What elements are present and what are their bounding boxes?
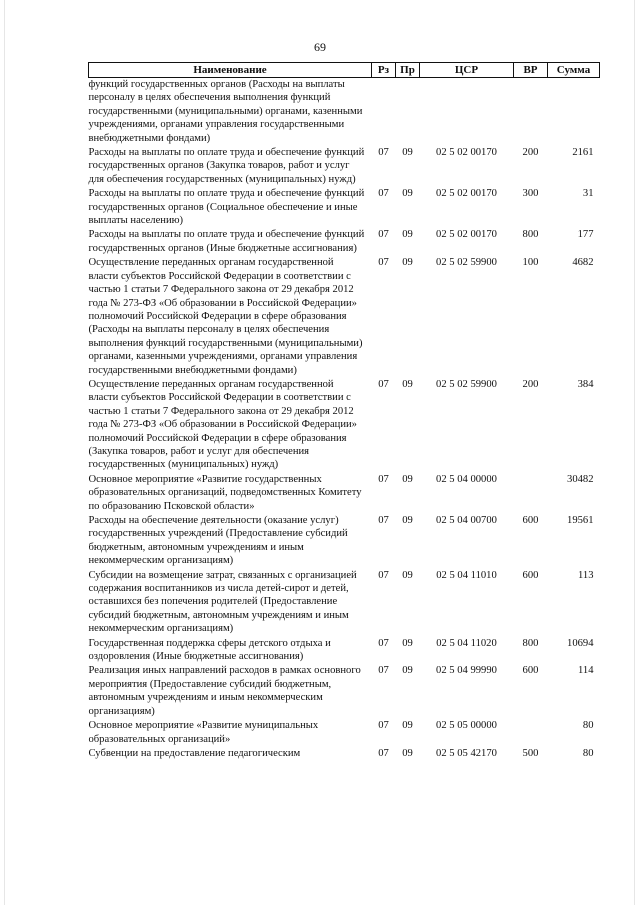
- row-csr: 02 5 02 59900: [436, 378, 497, 390]
- row-csr: 02 5 02 00170: [436, 229, 497, 241]
- row-csr: 02 5 05 42170: [436, 747, 497, 759]
- row-sum: 384: [577, 378, 594, 390]
- row-name: Основное мероприятие «Развитие муниципальных образовательных организаций»: [88, 720, 319, 745]
- row-pr: 09: [402, 747, 413, 759]
- table-row: [89, 569, 600, 637]
- header-name: Наименование: [89, 63, 372, 78]
- row-rz: 07: [378, 515, 389, 526]
- row-rz: [372, 78, 396, 147]
- row-vr: 500: [522, 747, 539, 759]
- row-pr: 09: [402, 188, 413, 200]
- row-csr: 02 5 02 00170: [436, 188, 497, 200]
- row-sum: 4682: [572, 257, 594, 269]
- row-rz: 07: [378, 147, 389, 159]
- row-csr: 02 5 02 59900: [436, 257, 497, 269]
- row-pr: 09: [402, 665, 413, 677]
- table-row: [89, 514, 600, 569]
- row-name: Расходы на обеспечение деятельности (оказание услуг) государственных учреждений (Предоставление субсидий бюджетным, автономным учреждениям и иным некоммерческим организациям): [88, 515, 348, 567]
- table-row: [89, 664, 600, 719]
- row-sum: 10694: [567, 637, 594, 649]
- row-pr: 09: [402, 378, 413, 390]
- row-pr: 09: [402, 229, 413, 241]
- budget-table: [88, 62, 600, 761]
- row-pr: 09: [402, 473, 413, 485]
- row-vr: 800: [522, 637, 539, 649]
- row-rz: 07: [378, 720, 389, 732]
- table-row: [89, 473, 600, 514]
- row-vr: 600: [522, 569, 539, 581]
- row-rz: 07: [378, 665, 389, 677]
- row-sum: 31: [582, 188, 594, 200]
- row-sum: [548, 78, 600, 147]
- row-name: Реализация иных направлений расходов в рамках основного мероприятия (Предоставление субсидий бюджетным, автономным учреждениям и иным некоммерческим организациям): [88, 665, 361, 717]
- row-vr: [514, 719, 548, 747]
- row-rz: 07: [378, 257, 389, 269]
- row-rz: 07: [378, 637, 389, 649]
- row-csr: 02 5 02 00170: [436, 147, 497, 159]
- row-rz: 07: [378, 747, 389, 759]
- scan-edge-left: [4, 0, 5, 905]
- row-pr: 09: [402, 515, 413, 526]
- header-rz: Рз: [372, 63, 396, 78]
- row-name: функций государственных органов (Расходы на выплаты персоналу в целях обеспечения выполнения функций государственными (муниципальными) органами, казенными учреждениями, органами управления государственными внебюджетными фондами): [88, 79, 363, 144]
- table-row: [89, 637, 600, 665]
- row-rz: 07: [378, 188, 389, 200]
- row-vr: 800: [522, 229, 539, 241]
- row-vr: 600: [522, 665, 539, 677]
- row-sum: 80: [582, 747, 594, 759]
- row-csr: 02 5 04 11010: [436, 569, 497, 581]
- header-vr: ВР: [514, 63, 548, 78]
- header-csr: ЦСР: [420, 63, 514, 78]
- header-sum: Сумма: [548, 63, 600, 78]
- row-vr: 600: [522, 515, 539, 526]
- row-name: Осуществление переданных органам государственной власти субъектов Российской Федерации в соответствии с частью 1 статьи 7 Федерального закона от 29 декабря 2012 года № 273-ФЗ «Об образовании в Российской Федерации» полномочий Российской Федерации в сфере образования (Расходы на выплаты персоналу в целях обеспечения выполнения функций государственными (муниципальными) органами, казенными учреждениями, органами управления государственными внебюджетными фондами): [88, 257, 363, 376]
- row-pr: 09: [402, 147, 413, 159]
- row-sum: 80: [582, 720, 594, 732]
- table-row: [89, 378, 600, 473]
- table-row: [89, 747, 600, 761]
- row-sum: 177: [577, 229, 594, 241]
- row-name: Основное мероприятие «Развитие государственных образовательных организаций, подведомственных Комитету по образованию Псковской области»: [88, 473, 362, 512]
- row-pr: 09: [402, 720, 413, 732]
- table-row: [89, 719, 600, 747]
- table-row: [89, 146, 600, 187]
- row-rz: 07: [378, 378, 389, 390]
- row-csr: 02 5 04 00000: [436, 473, 497, 485]
- row-vr: 200: [522, 147, 539, 159]
- row-name: Расходы на выплаты по оплате труда и обеспечение функций государственных органов (Социальное обеспечение и иные выплаты населению): [88, 188, 365, 227]
- row-csr: 02 5 04 11020: [436, 637, 497, 649]
- table-row: [89, 228, 600, 256]
- page-number: 69: [314, 40, 326, 54]
- row-rz: 07: [378, 569, 389, 581]
- row-sum: 30482: [567, 473, 594, 485]
- row-sum: 113: [578, 569, 594, 581]
- scan-edge-right: [634, 0, 635, 905]
- table-row: [89, 256, 600, 378]
- row-vr: 100: [522, 257, 539, 269]
- row-csr: 02 5 04 00700: [436, 515, 497, 526]
- row-csr: 02 5 04 99990: [436, 665, 497, 677]
- row-rz: 07: [378, 473, 389, 485]
- row-name: Субсидии на возмещение затрат, связанных с организацией содержания воспитанников из числа детей-сирот и детей, оставшихся без попечения родителей (Предоставление субсидий бюджетным, автономным учреждениям и иным некоммерческим организациям): [88, 569, 357, 635]
- row-pr: [396, 78, 420, 147]
- row-csr: 02 5 05 00000: [436, 720, 497, 732]
- row-name: Государственная поддержка сферы детского отдыха и оздоровления (Иные бюджетные ассигнования): [88, 637, 331, 663]
- row-sum: 19561: [567, 515, 594, 526]
- row-sum: 2161: [572, 147, 594, 159]
- header-pr: Пр: [396, 63, 420, 78]
- row-vr: [514, 473, 548, 514]
- row-name: Субвенции на предоставление педагогическим: [88, 747, 301, 759]
- row-vr: [514, 78, 548, 147]
- table-header-row: [89, 63, 600, 78]
- row-vr: 300: [522, 188, 539, 200]
- row-rz: 07: [378, 229, 389, 241]
- row-pr: 09: [402, 257, 413, 269]
- row-name: Осуществление переданных органам государственной власти субъектов Российской Федерации в соответствии с частью 1 статьи 7 Федерального закона от 29 декабря 2012 года № 273-ФЗ «Об образовании в Российской Федерации» полномочий Российской Федерации в сфере образования (Закупка товаров, работ и услуг для обеспечения государственных (муниципальных) нужд): [88, 378, 357, 471]
- table-row: [89, 187, 600, 228]
- row-name: Расходы на выплаты по оплате труда и обеспечение функций государственных органов (Иные бюджетные ассигнования): [88, 229, 365, 254]
- row-sum: 114: [578, 665, 594, 677]
- row-pr: 09: [402, 569, 413, 581]
- row-pr: 09: [402, 637, 413, 649]
- row-csr: [420, 78, 514, 147]
- row-name: Расходы на выплаты по оплате труда и обеспечение функций государственных органов (Закупка товаров, работ и услуг для обеспечения государственных (муниципальных) нужд): [88, 147, 365, 185]
- row-vr: 200: [522, 378, 539, 390]
- table-row: [89, 78, 600, 147]
